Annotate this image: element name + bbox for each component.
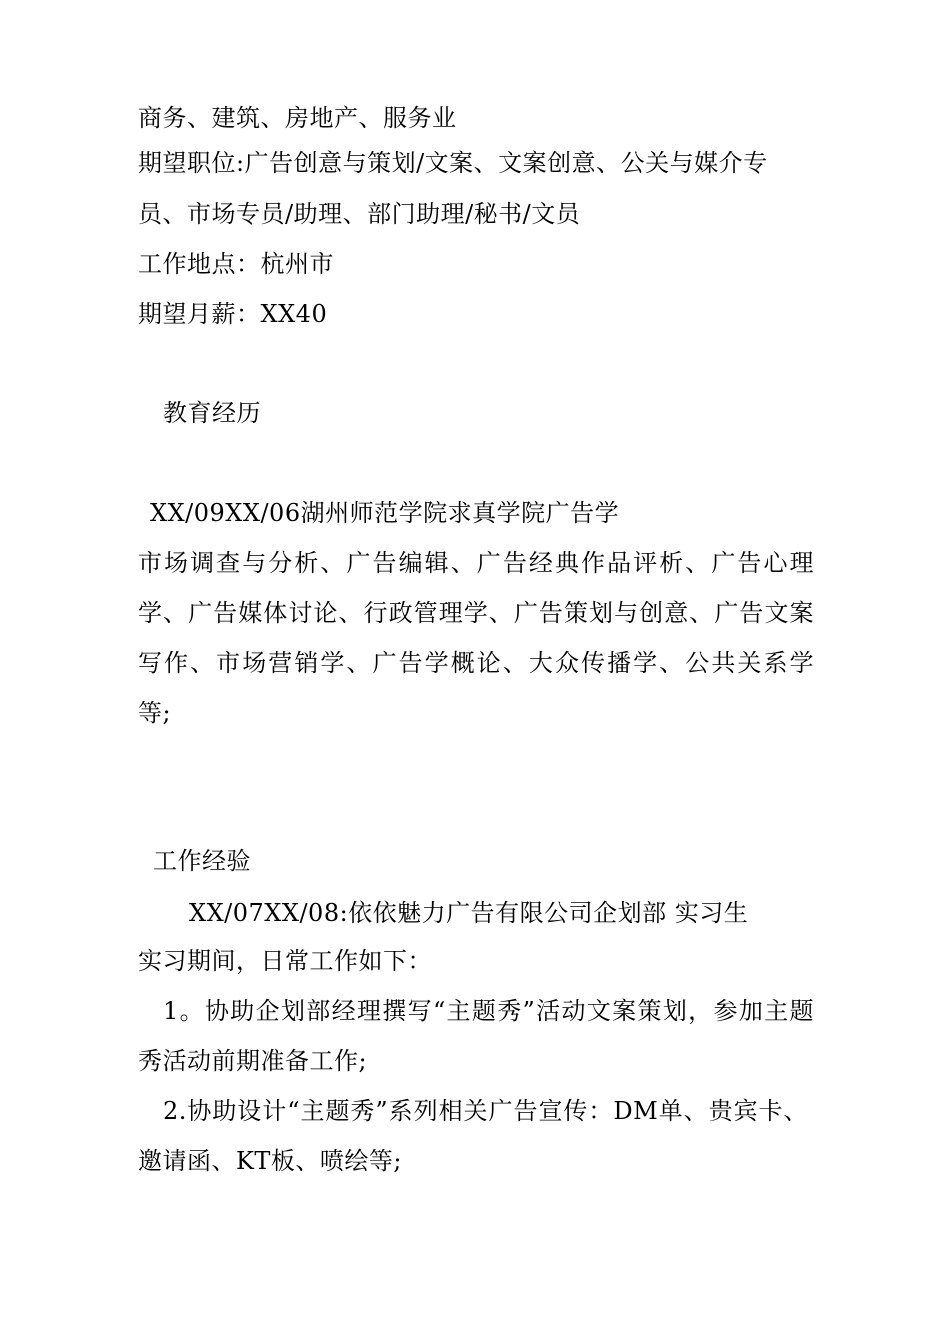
work-item-line: 1。协助企划部经理撰写“主题秀”活动文案策划，参加主题 xyxy=(163,997,814,1025)
location-text: 工作地点：杭州市 xyxy=(138,250,334,278)
work-item-line: 秀活动前期准备工作; xyxy=(138,1047,368,1075)
work-item-line: 邀请函、KT板、喷绘等; xyxy=(138,1147,403,1175)
courses-line: 写作、市场营销学、广告学概论、大众传播学、公共关系学 xyxy=(138,649,814,677)
position-text-line2: 员、市场专员/助理、部门助理/秘书/文员 xyxy=(138,200,581,228)
courses-line: 市场调查与分析、广告编辑、广告经典作品评析、广告心理 xyxy=(138,549,814,577)
industry-text: 商务、建筑、房地产、服务业 xyxy=(138,104,457,132)
work-intro: 实习期间，日常工作如下： xyxy=(138,947,432,975)
courses-line: 学、广告媒体讨论、行政管理学、广告策划与创意、广告文案 xyxy=(138,599,814,627)
education-heading: 教育经历 xyxy=(163,399,261,427)
courses-line: 等; xyxy=(138,699,172,727)
education-entry: XX/09XX/06湖州师范学院求真学院广告学 xyxy=(150,499,620,527)
work-heading: 工作经验 xyxy=(153,847,251,875)
salary-text: 期望月薪：XX40 xyxy=(138,300,328,328)
work-entry: XX/07XX/08:依依魅力广告有限公司企划部 实习生 xyxy=(189,899,749,927)
work-item-line: 2.协助设计“主题秀”系列相关广告宣传：DM单、贵宾卡、 xyxy=(163,1097,808,1125)
position-text-line1: 期望职位:广告创意与策划/文案、文案创意、公关与媒介专 xyxy=(138,149,768,177)
